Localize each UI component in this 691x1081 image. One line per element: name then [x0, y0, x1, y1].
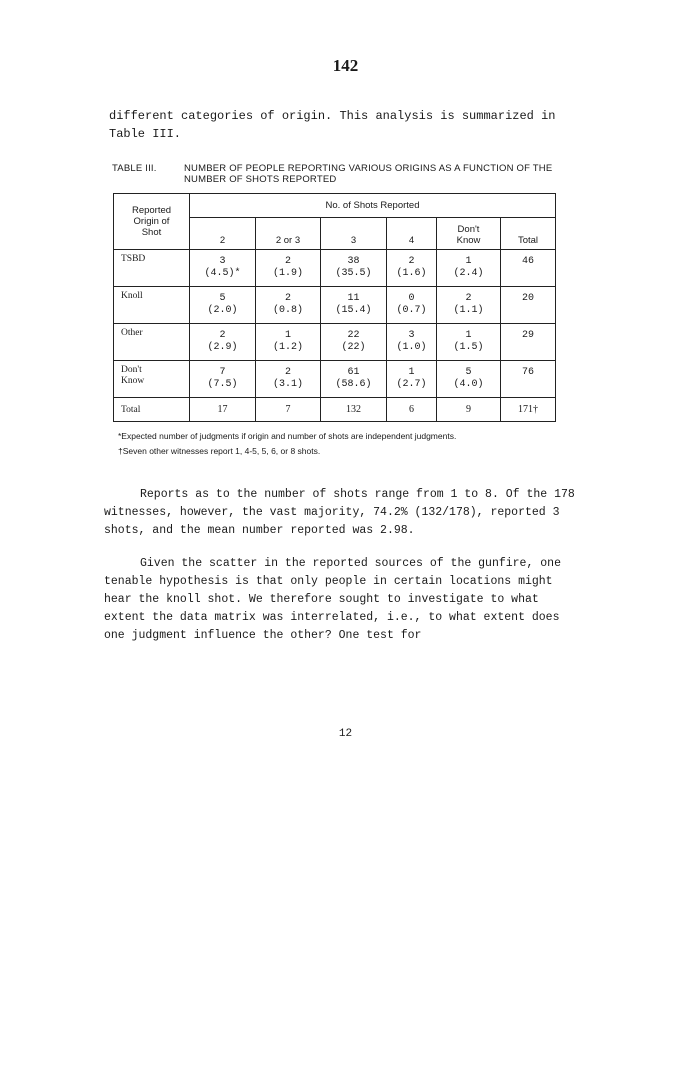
footnotes: [118, 431, 588, 461]
expected-count: (7.5): [207, 379, 238, 390]
total-row-label: Total: [114, 398, 190, 422]
group-header: No. of Shots Reported: [190, 194, 556, 218]
observed-count: 2: [284, 256, 291, 267]
row-label-text: Other: [121, 328, 143, 338]
expected-count: (1.1): [453, 305, 484, 316]
data-table: [113, 193, 556, 422]
column-header: 3: [321, 218, 387, 250]
expected-count: (3.1): [272, 379, 303, 390]
table-cell: [190, 250, 256, 287]
expected-count: (1.5): [453, 342, 484, 353]
table-total-row: [114, 398, 556, 422]
total-cell: 9: [437, 398, 501, 422]
table-caption-label: TABLE III.: [112, 163, 157, 174]
expected-count: (4.0): [453, 379, 484, 390]
column-header: Total: [501, 218, 556, 250]
table-caption: [112, 163, 572, 185]
expected-count: (1.9): [272, 268, 303, 279]
table-cell: [256, 324, 321, 361]
column-header: 2: [190, 218, 256, 250]
expected-count: (2.9): [207, 342, 238, 353]
paragraph: Reports as to the number of shots range from 1 to 8. Of the 178 witnesses, however, the vast majority, 74.2% (132/178), reported 3 shots, and the mean number reported was 2.98.: [104, 488, 575, 537]
observed-count: 7: [219, 367, 226, 378]
table-cell: [387, 361, 437, 398]
corner-header-text: Reported Origin of Shot: [131, 205, 172, 238]
observed-count: 3: [219, 256, 226, 267]
table-row: [114, 287, 556, 324]
table-cell: [437, 361, 501, 398]
observed-count: 2: [408, 256, 415, 267]
paragraph: Given the scatter in the reported sources of the gunfire, one tenable hypothesis is that only people in certain locations might hear the knoll shot. We therefore sought to investigate to what extent the data matrix was interrelated, i.e., to what extent does one judgment influence the other? One test for: [104, 557, 561, 642]
table-row: [114, 324, 556, 361]
column-header-text: Don't Know: [456, 224, 481, 246]
table-cell: [190, 324, 256, 361]
row-total: 29: [501, 324, 556, 361]
column-header: [437, 218, 501, 250]
intro-paragraph: [109, 107, 579, 143]
table-cell: [190, 361, 256, 398]
column-header: 4: [387, 218, 437, 250]
expected-count: (1.2): [272, 342, 303, 353]
expected-count: (58.6): [335, 379, 372, 390]
observed-count: 1: [465, 256, 472, 267]
table-cell: [321, 287, 387, 324]
total-cell: 171†: [501, 398, 556, 422]
observed-count: 2: [284, 293, 291, 304]
expected-count: (2.7): [396, 379, 427, 390]
observed-count: 2: [219, 330, 226, 341]
observed-count: 38: [347, 256, 360, 267]
table-cell: [387, 287, 437, 324]
table-row: [114, 250, 556, 287]
expected-count: (0.8): [272, 305, 303, 316]
total-cell: 6: [387, 398, 437, 422]
footer-page-number: 12: [338, 728, 353, 740]
total-cell: 132: [321, 398, 387, 422]
table-cell: [321, 361, 387, 398]
observed-count: 1: [465, 330, 472, 341]
row-label-text: Don't Know: [121, 365, 145, 386]
intro-text: different categories of origin. This analysis is summarized in Table III.: [109, 109, 556, 141]
table-cell: [437, 324, 501, 361]
row-label-text: TSBD: [121, 254, 146, 264]
page-number: 142: [332, 56, 359, 75]
observed-count: 1: [284, 330, 291, 341]
observed-count: 0: [408, 293, 415, 304]
footnote-expected: *Expected number of judgments if origin and number of shots are independent judgments.: [118, 431, 457, 441]
total-cell: 7: [256, 398, 321, 422]
row-label: [114, 361, 190, 398]
table-cell: [321, 324, 387, 361]
expected-count: (2.4): [453, 268, 484, 279]
expected-count: (0.7): [396, 305, 427, 316]
row-label: [114, 250, 190, 287]
column-header: 2 or 3: [256, 218, 321, 250]
table-cell: [387, 250, 437, 287]
table-cell: [321, 250, 387, 287]
corner-header: [114, 194, 190, 250]
observed-count: 22: [347, 330, 360, 341]
observed-count: 2: [284, 367, 291, 378]
table-cell: [437, 287, 501, 324]
expected-count: (35.5): [335, 268, 372, 279]
total-cell: 17: [190, 398, 256, 422]
observed-count: 3: [408, 330, 415, 341]
expected-count: (4.5)*: [204, 268, 241, 279]
table-cell: [256, 250, 321, 287]
row-total: 20: [501, 287, 556, 324]
observed-count: 11: [347, 293, 360, 304]
row-total: 76: [501, 361, 556, 398]
table-caption-text: NUMBER OF PEOPLE REPORTING VARIOUS ORIGINS AS A FUNCTION OF THE NUMBER OF SHOTS REPORTED: [184, 163, 553, 185]
observed-count: 61: [347, 367, 360, 378]
observed-count: 2: [465, 293, 472, 304]
expected-count: (22): [341, 342, 366, 353]
observed-count: 1: [408, 367, 415, 378]
table-cell: [387, 324, 437, 361]
row-label-text: Knoll: [121, 291, 143, 301]
expected-count: (2.0): [207, 305, 238, 316]
observed-count: 5: [219, 293, 226, 304]
table-cell: [190, 287, 256, 324]
row-total: 46: [501, 250, 556, 287]
footnote-seven-witnesses: †Seven other witnesses report 1, 4-5, 5, 6, or 8 shots.: [118, 446, 321, 456]
expected-count: (1.0): [396, 342, 427, 353]
expected-count: (15.4): [335, 305, 372, 316]
row-label: [114, 287, 190, 324]
observed-count: 5: [465, 367, 472, 378]
table-row: [114, 361, 556, 398]
row-label: [114, 324, 190, 361]
body-text: [104, 486, 584, 660]
table-cell: [437, 250, 501, 287]
expected-count: (1.6): [396, 268, 427, 279]
table-cell: [256, 287, 321, 324]
table-cell: [256, 361, 321, 398]
